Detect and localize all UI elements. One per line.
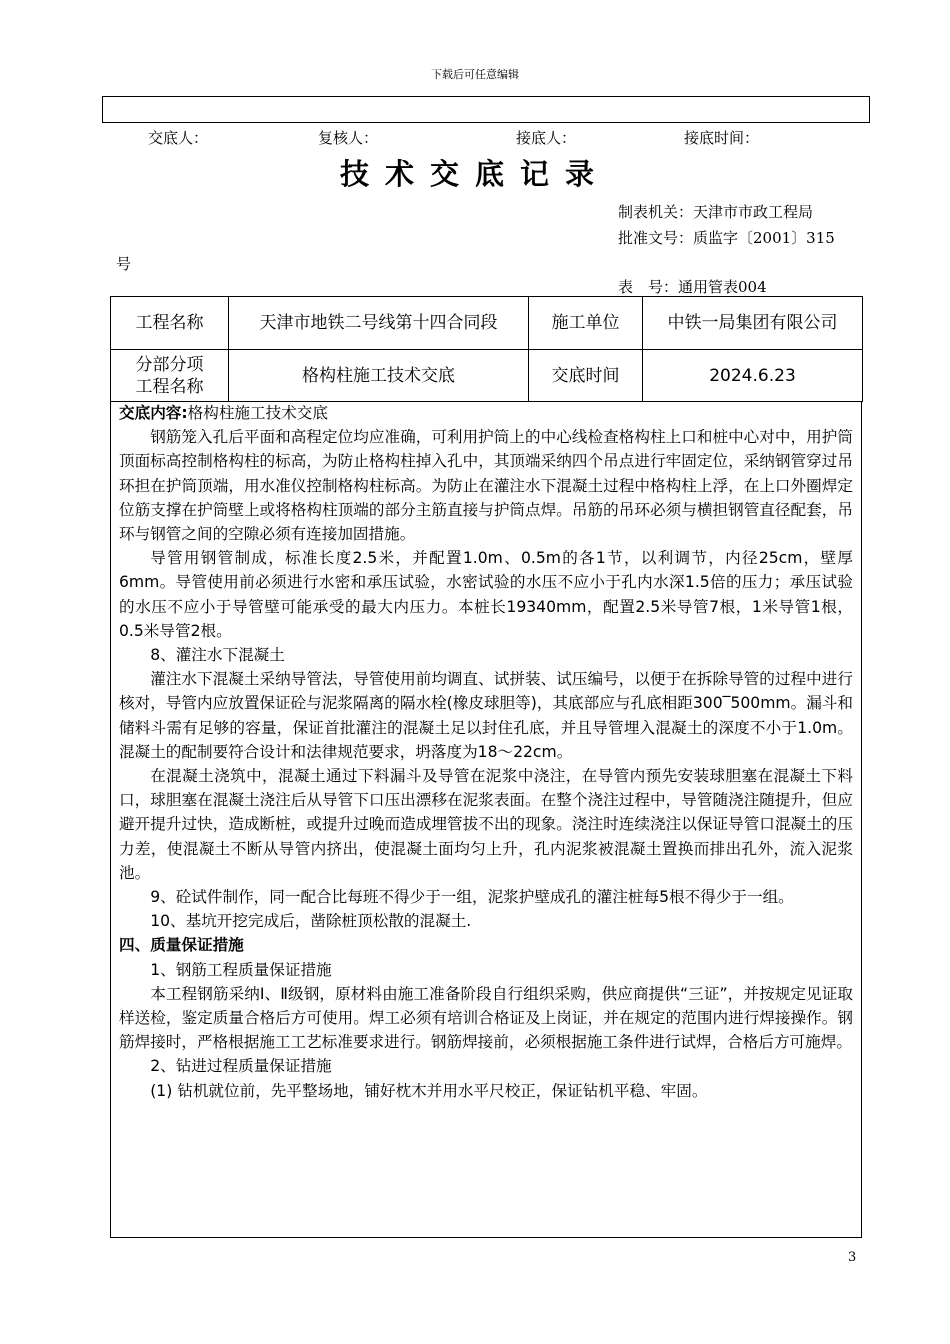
paragraph-pouring-process: 在混凝土浇筑中，混凝土通过下料漏斗及导管在泥浆中浇注，在导管内预先安装球胆塞在混凝土下料口，球胆塞在混凝土浇注后从导管下口压出漂移在泥浆表面。在整个浇注过程中，导管随浇注随提升，但应避开提升过快，造成断桩，或提升过晚而造成埋管拔不出的现象。浇注时连续浇注以保证导管口混凝土的压力差，使混凝土不断从导管内挤出，使混凝土面均匀上升，孔内泥浆被混凝土置换而排出孔外，流入泥浆池。 xyxy=(119,767,853,882)
project-name-value: 天津市地铁二号线第十四合同段 xyxy=(229,297,529,350)
approval-text: 批准文号：质监字〔2001〕315 xyxy=(618,229,835,247)
project-info-table xyxy=(110,296,863,402)
reviewer-label: 复核人： xyxy=(318,129,379,147)
handover-content-box xyxy=(110,401,862,1238)
construction-unit-label: 施工单位 xyxy=(529,297,643,350)
receive-time-label: 接底时间： xyxy=(684,129,760,147)
sub-project-label-line1: 分部分项 xyxy=(135,354,204,375)
page-number: 3 xyxy=(848,1250,857,1265)
top-empty-box xyxy=(102,96,870,123)
handover-person-label: 交底人： xyxy=(148,129,209,147)
paragraph-test-specimens: 9、砼试件制作，同一配合比每班不得少于一组，泥浆护壁成孔的灌注桩每5根不得少于一组。 xyxy=(150,888,794,907)
paragraph-drill-positioning: (1) 钻机就位前，先平整场地，铺好枕木并用水平尺校正，保证钻机平稳、牢固。 xyxy=(150,1081,708,1100)
section-4-2-heading: 2、钻进过程质量保证措施 xyxy=(150,1057,332,1076)
issuer-text: 制表机关：天津市市政工程局 xyxy=(618,203,814,221)
paragraph-conduit: 导管用钢管制成，标准长度2.5米，并配置1.0m、0.5m的各1节，以利调节，内径25cm，壁厚6mm。导管使用前必须进行水密和承压试验，水密试验的水压不应小于孔内水深1.5倍的压力；承压试验的水压不应小于导管壁可能承受的最大内压力。本桩长19340mm，配置2.5米导管7根，1米导管1根，0.5米导管2根。 xyxy=(119,549,853,640)
content-heading-label: 交底内容: xyxy=(119,404,188,422)
handover-time-label: 交底时间 xyxy=(529,350,643,402)
handover-time-value: 2024.6.23 xyxy=(643,350,863,402)
sub-project-label xyxy=(111,350,229,402)
paragraph-pouring-method: 灌注水下混凝土采纳导管法，导管使用前均调直、试拼装、试压编号，以便于在拆除导管的过程中进行核对，导管内应放置保证砼与泥浆隔离的隔水栓(橡皮球胆等)，其底部应与孔底相距300‾500mm。漏斗和储料斗需有足够的容量，保证首批灌注的混凝土足以封住孔底，并且导管埋入混凝土的深度不小于1.0m。混凝土的配制要符合设计和法律规范要求，坍落度为18～22cm。 xyxy=(119,670,853,761)
page-title: 技术交底记录 xyxy=(339,157,610,191)
content-heading xyxy=(119,401,853,425)
receiver-label: 接底人： xyxy=(516,129,577,147)
construction-unit-value: 中铁一局集团有限公司 xyxy=(643,297,863,350)
paragraph-rebar-quality: 本工程钢筋采纳Ⅰ、Ⅱ级钢，原材料由施工准备阶段自行组织采购，供应商提供“三证”，并按规定见证取样送检，鉴定质量合格后方可使用。焊工必须有培训合格证及上岗证，并在规定的范围内进行焊接操作。钢筋焊接时，严格根据施工工艺标准要求进行。钢筋焊接前，必须根据施工条件进行试焊，合格后方可施焊。 xyxy=(119,984,853,1052)
section-8-heading: 8、灌注水下混凝土 xyxy=(150,646,285,665)
approval-tail-text: 号 xyxy=(116,255,132,273)
watermark-text: 下载后可任意编辑 xyxy=(431,68,519,81)
paragraph-cage-positioning: 钢筋笼入孔后平面和高程定位均应准确，可利用护筒上的中心线检查格构柱上口和桩中心对中，用护筒顶面标高控制格构柱的标高，为防止格构柱掉入孔中，其顶端采纳四个吊点进行牢固定位，采纳钢管穿过吊环担在护筒顶端，用水准仪控制格构柱标高。为防止在灌注水下混凝土过程中格构柱上浮，在上口外圈焊定位筋支撑在护筒壁上或将格构柱顶端的部分主筋直接与护筒点焊。吊筋的吊环必须与横担钢管直径配套，吊环与钢管之间的空隙必须有连接加固措施。 xyxy=(119,428,853,544)
paragraph-excavation: 10、基坑开挖完成后，凿除桩顶松散的混凝土. xyxy=(150,912,472,931)
project-name-label: 工程名称 xyxy=(111,297,229,350)
form-number-text: 表 号：通用管表004 xyxy=(618,278,767,296)
section-4-1-heading: 1、钢筋工程质量保证措施 xyxy=(150,960,332,979)
content-heading-value: 格构柱施工技术交底 xyxy=(187,404,328,422)
sub-project-value: 格构柱施工技术交底 xyxy=(229,350,529,402)
section-4-heading: 四、质量保证措施 xyxy=(119,936,244,955)
sub-project-label-line2: 工程名称 xyxy=(135,376,204,397)
